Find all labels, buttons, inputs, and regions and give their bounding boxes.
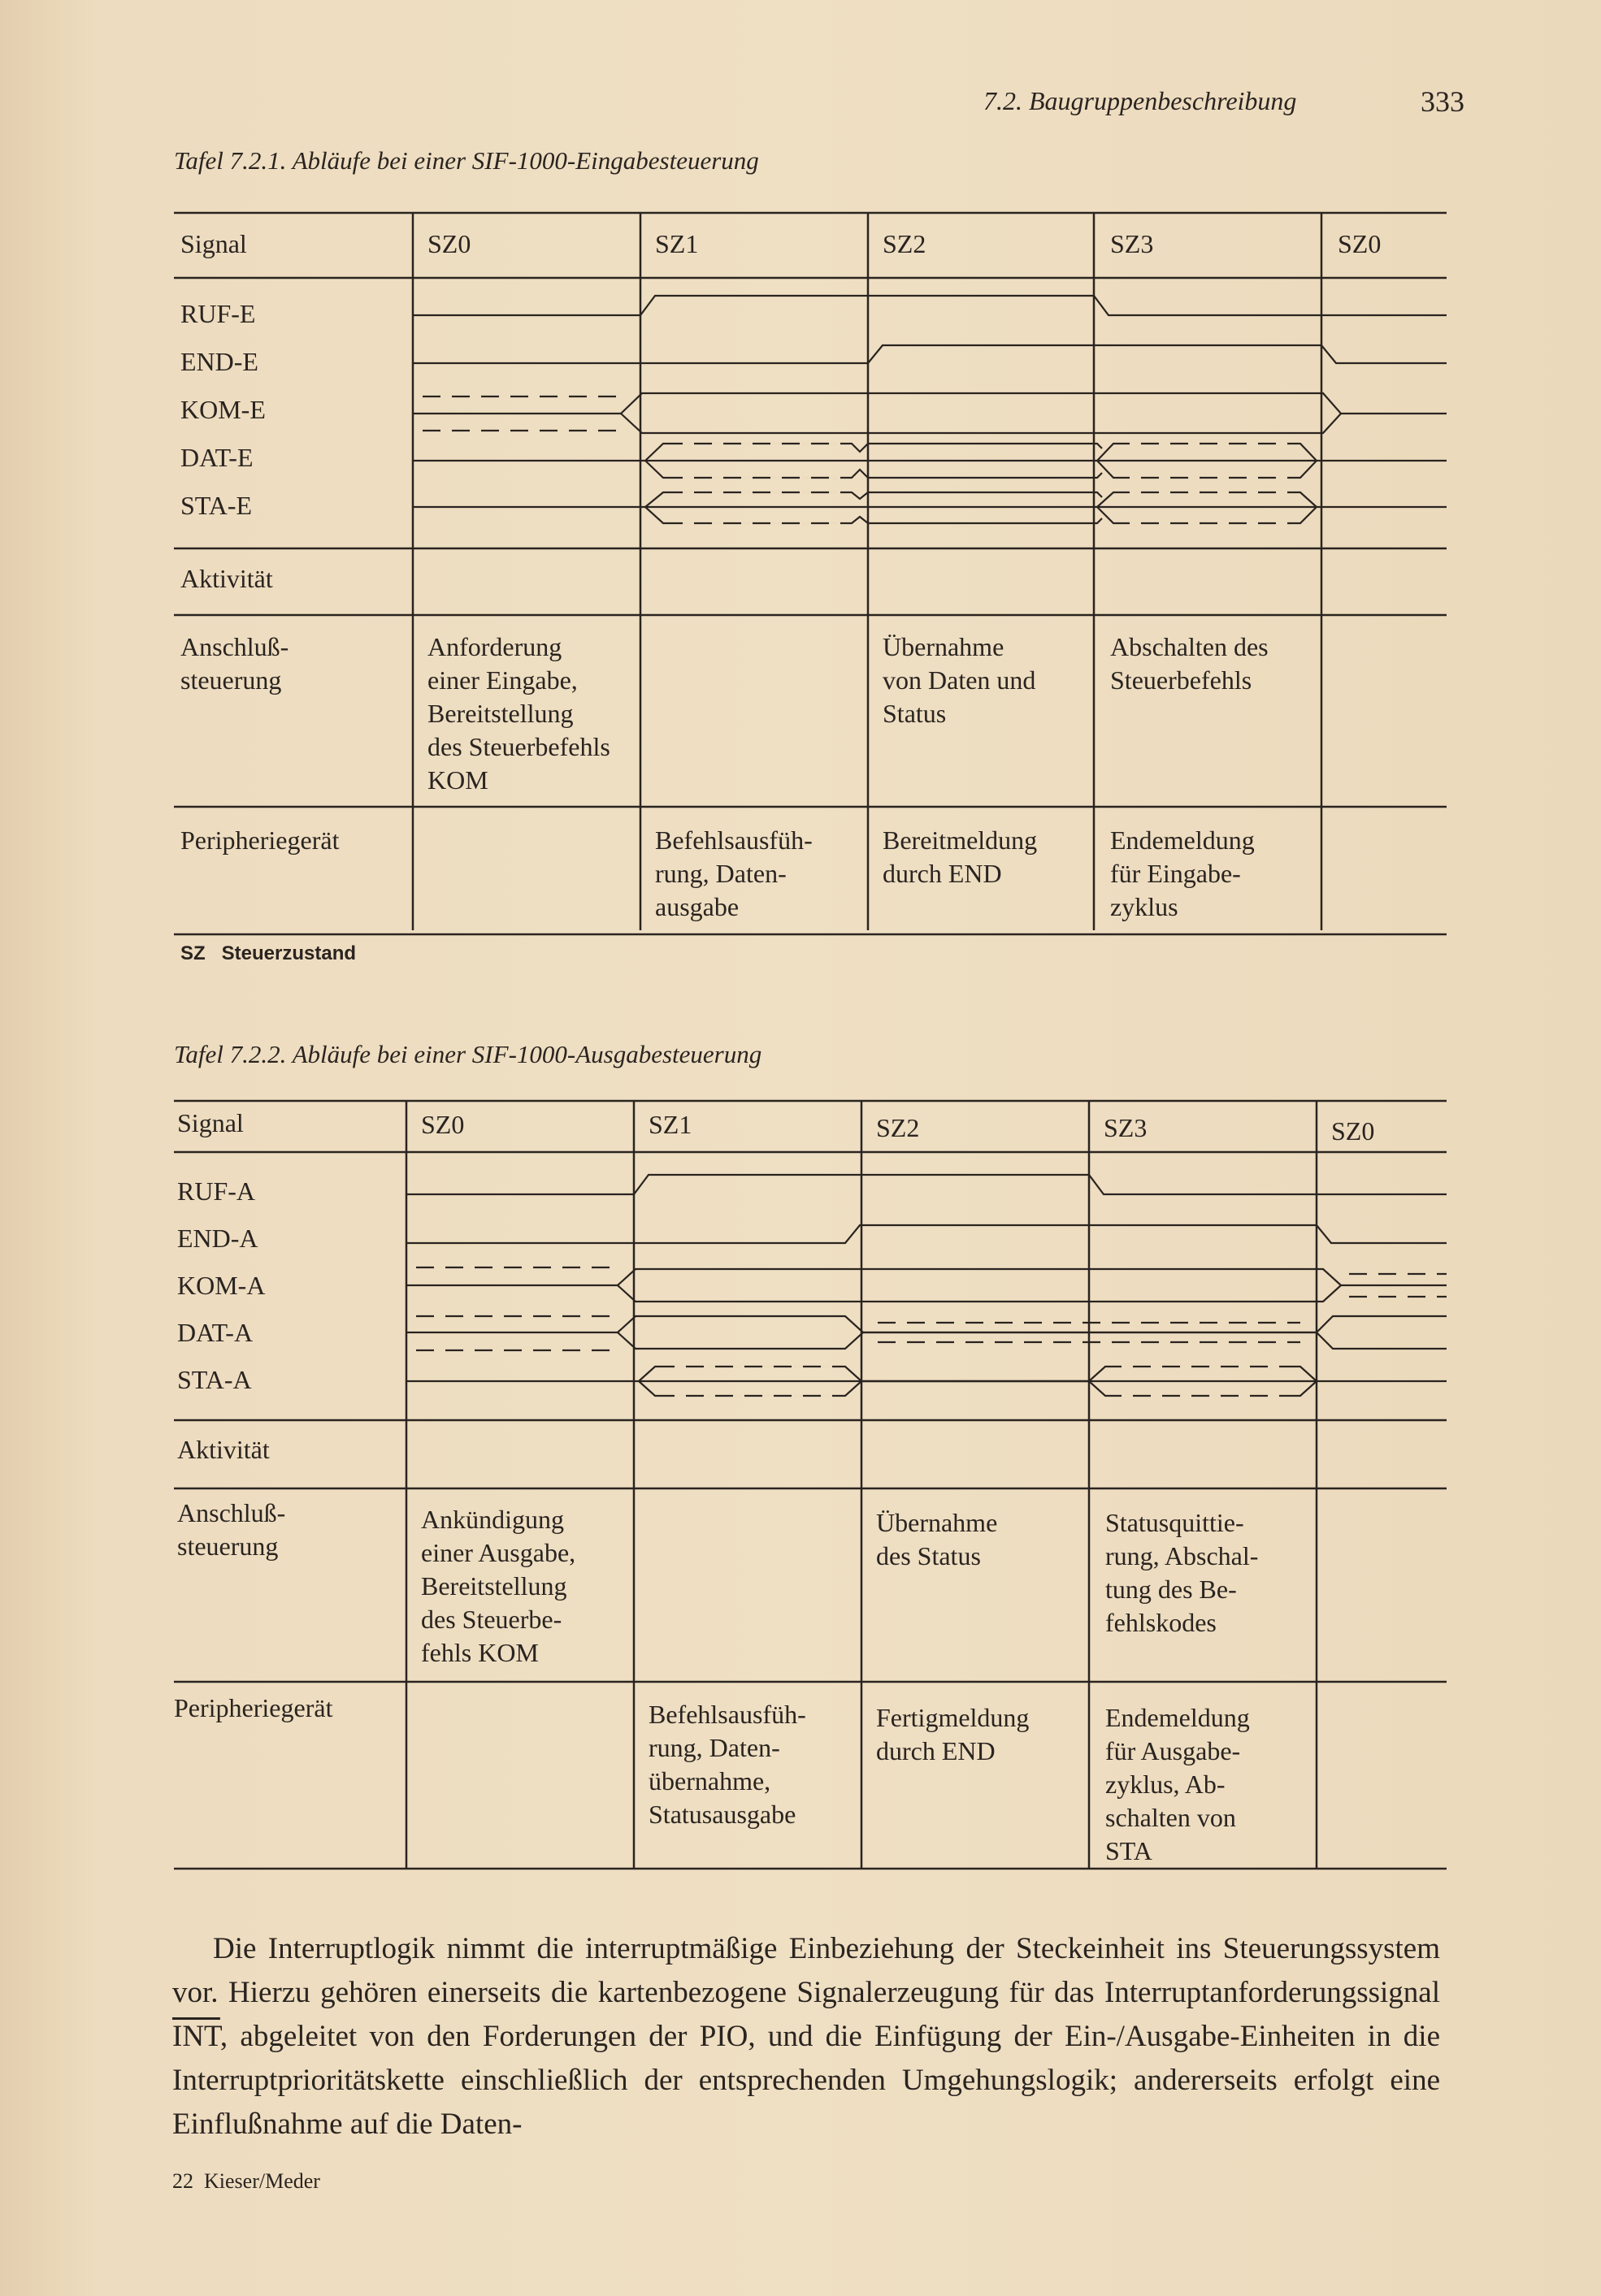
- table2-signal-sta-a: STA-A: [177, 1365, 252, 1394]
- table2-activity-label: Aktivität: [177, 1435, 270, 1464]
- table2-col-signal: Signal: [177, 1108, 244, 1137]
- table2-row2-sz3: Endemeldung für Ausgabe- zyklus, Ab- schalten von STA: [1105, 1703, 1250, 1865]
- table1-signal-sta-e: STA-E: [180, 491, 253, 520]
- table1-signal-dat-e: DAT-E: [180, 443, 254, 472]
- table2-caption: Tafel 7.2.2. Abläufe bei einer SIF-1000-Ausgabesteuerung: [174, 1040, 762, 1068]
- table2-row2-sz2: Fertigmeldung durch END: [876, 1703, 1030, 1765]
- table1-col-sz3: SZ3: [1110, 229, 1154, 258]
- table2-col-sz0-end: SZ0: [1331, 1116, 1375, 1146]
- table1-signal-kom-e: KOM-E: [180, 395, 266, 424]
- table1-col-sz0: SZ0: [427, 229, 471, 258]
- table2-row2-label: Peripheriegerät: [174, 1693, 333, 1722]
- running-header: 7.2. Baugruppenbeschreibung: [983, 86, 1297, 115]
- table1-activity-label: Aktivität: [180, 564, 273, 593]
- table2-row1-sz0: Ankündigung einer Ausgabe, Bereitstellung des Steuerbe- fehls KOM: [421, 1505, 576, 1667]
- table1-footnote: SZ Steuerzustand: [180, 942, 357, 964]
- body-text-part2: , abgeleitet von den Forderungen der PIO, und die Einfügung der Ein-/Ausgabe-Einheiten in die Interruptprioritätskette einschließlich der entsprechenden Umgehungslogik; andererseits erfolgt eine Einflußnahme auf die Daten-: [172, 2020, 1440, 2141]
- table1-signal-end-e: END-E: [180, 347, 258, 376]
- table1-col-sz2: SZ2: [883, 229, 926, 258]
- table2-signal-ruf-a: RUF-A: [177, 1176, 256, 1206]
- table1-row1-sz2: Übernahme von Daten und Status: [883, 632, 1036, 728]
- table1-caption: Tafel 7.2.1. Abläufe bei einer SIF-1000-Eingabesteuerung: [174, 146, 759, 175]
- table2-row1-sz3: Statusquittie- rung, Abschal- tung des Be- fehlskodes: [1105, 1508, 1259, 1637]
- table2-row1-sz2: Übernahme des Status: [876, 1508, 998, 1570]
- table2-col-sz1: SZ1: [649, 1110, 692, 1139]
- int-symbol: $\overline{INT}$: [172, 2020, 220, 2053]
- body-paragraph: [172, 1927, 1440, 2147]
- table1-signal-ruf-e: RUF-E: [180, 299, 256, 328]
- page-number: 333: [1421, 85, 1464, 118]
- table2-col-sz2: SZ2: [876, 1113, 920, 1142]
- table1-col-sz0-end: SZ0: [1338, 229, 1382, 258]
- table1-row2-label: Peripheriegerät: [180, 825, 340, 855]
- table2-col-sz0: SZ0: [421, 1110, 465, 1139]
- table1-row2-sz1: Befehlsausfüh- rung, Daten- ausgabe: [655, 825, 813, 921]
- table1-row1-label: Anschluß- steuerung: [180, 632, 289, 695]
- table1-row1-sz0: Anforderung einer Eingabe, Bereitstellung des Steuerbefehls KOM: [427, 632, 610, 795]
- table2-row2-sz1: Befehlsausfüh- rung, Daten- übernahme, Statusausgabe: [649, 1700, 806, 1829]
- table1-timing-diagram: [413, 296, 1447, 523]
- table1-col-signal: Signal: [180, 229, 247, 258]
- table2-col-sz3: SZ3: [1104, 1113, 1148, 1142]
- table2-row1-label: Anschluß- steuerung: [177, 1498, 286, 1561]
- table2-timing-diagram: [406, 1175, 1447, 1396]
- table2-signal-end-a: END-A: [177, 1224, 258, 1253]
- table1-row2-sz2: Bereitmeldung durch END: [883, 825, 1038, 888]
- table1-row2-sz3: Endemeldung für Eingabe- zyklus: [1110, 825, 1255, 921]
- table1-col-sz1: SZ1: [655, 229, 699, 258]
- body-text-part1: Die Interruptlogik nimmt die interruptmäßige Einbeziehung der Steckeinheit ins Steuerungssystem vor. Hierzu gehören einerseits die kartenbezogene Signalerzeugung für das Interruptanforderungssignal: [172, 1932, 1440, 2009]
- table2-signal-dat-a: DAT-A: [177, 1318, 254, 1347]
- footer-signature: 22 Kieser/Meder: [172, 2169, 320, 2193]
- table2-signal-kom-a: KOM-A: [177, 1271, 266, 1300]
- table1-row1-sz3: Abschalten des Steuerbefehls: [1110, 632, 1269, 695]
